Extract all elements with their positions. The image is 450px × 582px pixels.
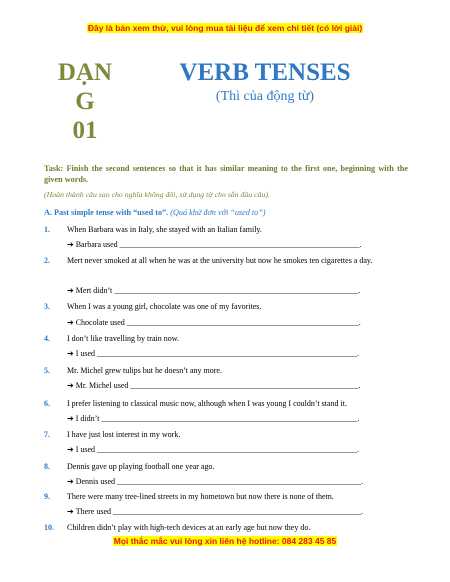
answer-line[interactable] xyxy=(67,476,377,487)
dang-line-2: G xyxy=(75,88,95,115)
arrow-right-icon: ➔ xyxy=(67,240,74,249)
answer-line[interactable] xyxy=(67,348,377,359)
answer-line[interactable] xyxy=(67,317,377,328)
question-text: When I was a young girl, chocolate was one of my favorites. xyxy=(67,302,262,311)
task-instruction: Task: Finish the second sentences so that it has similar meaning to the first one, beginning with the given words. xyxy=(44,164,408,184)
question-number: 2. xyxy=(44,256,50,265)
answer-line[interactable] xyxy=(67,444,377,455)
answer-text: Chocolate used __________________________________________________________. xyxy=(75,318,361,327)
arrow-right-icon: ➔ xyxy=(67,414,74,423)
answer-text: Mr. Michel used _________________________________________________________. xyxy=(75,381,361,390)
answer-text: Dennis used _____________________________________________________________. xyxy=(75,477,364,486)
arrow-right-icon: ➔ xyxy=(67,477,74,486)
page-title: VERB TENSES xyxy=(179,59,351,86)
question-number: 8. xyxy=(44,462,50,471)
answer-text: There used ______________________________________________________________. xyxy=(75,507,364,516)
arrow-right-icon: ➔ xyxy=(67,286,74,295)
question-number: 9. xyxy=(44,492,50,501)
question-number: 4. xyxy=(44,334,50,343)
answer-line[interactable] xyxy=(67,285,377,296)
question-text: I have just lost interest in my work. xyxy=(67,430,181,439)
answer-text: Barbara used ____________________________________________________________. xyxy=(75,240,362,249)
bottom-banner-text: Mọi thắc mắc vui lòng xin liên hệ hotline: 084 283 45 85 xyxy=(113,536,337,546)
task-note: (Hoàn thành câu sao cho nghĩa không đổi, sử dụng từ cho sẵn đầu câu). xyxy=(44,190,270,199)
arrow-right-icon: ➔ xyxy=(67,445,74,454)
question-number: 5. xyxy=(44,366,50,375)
question-text: I don’t like travelling by train now. xyxy=(67,334,179,343)
page-subtitle: (Thì của động từ) xyxy=(215,89,315,104)
question-number: 7. xyxy=(44,430,50,439)
question-text: Mr. Michel grew tulips but he doesn’t any more. xyxy=(67,366,222,375)
question-text: Children didn’t play with high-tech devices at an early age but now they do. xyxy=(67,523,311,532)
question-text: When Barbara was in Italy, she stayed with an Italian family. xyxy=(67,225,262,234)
section-heading-italic: (Quá khứ đơn với “used to”) xyxy=(170,208,266,217)
answer-line[interactable] xyxy=(67,239,377,250)
dang-line-3: 01 xyxy=(72,117,98,144)
answer-text: I didn’t ________________________________________________________________. xyxy=(75,414,360,423)
answer-line[interactable] xyxy=(67,506,377,517)
arrow-right-icon: ➔ xyxy=(67,318,74,327)
answer-text: Mert didn’t _____________________________________________________________. xyxy=(75,286,361,295)
top-banner xyxy=(0,23,450,34)
question-text: Mert never smoked at all when he was at the university but now he smokes ten cigarettes a day. xyxy=(67,256,373,265)
top-banner-text: Đây là bản xem thử, vui lòng mua tài liệu để xem chi tiết (có lời giải) xyxy=(87,23,363,33)
arrow-right-icon: ➔ xyxy=(67,381,74,390)
arrow-right-icon: ➔ xyxy=(67,507,74,516)
answer-line[interactable] xyxy=(67,380,377,391)
question-number: 6. xyxy=(44,399,50,408)
question-text: Dennis gave up playing football one year ago. xyxy=(67,462,215,471)
question-number: 1. xyxy=(44,225,50,234)
answer-text: I used _________________________________________________________________. xyxy=(75,445,360,454)
dang-line-1: DẠN xyxy=(57,59,113,86)
dang-heading xyxy=(50,58,120,145)
bottom-banner xyxy=(0,536,450,547)
question-number: 3. xyxy=(44,302,50,311)
section-heading xyxy=(44,207,408,218)
answer-line[interactable] xyxy=(67,413,377,424)
section-heading-bold: A. Past simple tense with “used to”. xyxy=(44,208,169,217)
answer-text: I used _________________________________________________________________. xyxy=(75,349,360,358)
question-number: 10. xyxy=(44,523,54,532)
arrow-right-icon: ➔ xyxy=(67,349,74,358)
question-text: There were many tree-lined streets in my hometown but now there is none of them. xyxy=(67,492,334,501)
question-text: I prefer listening to classical music now, although when I was young I couldn’t stand it. xyxy=(67,399,347,408)
